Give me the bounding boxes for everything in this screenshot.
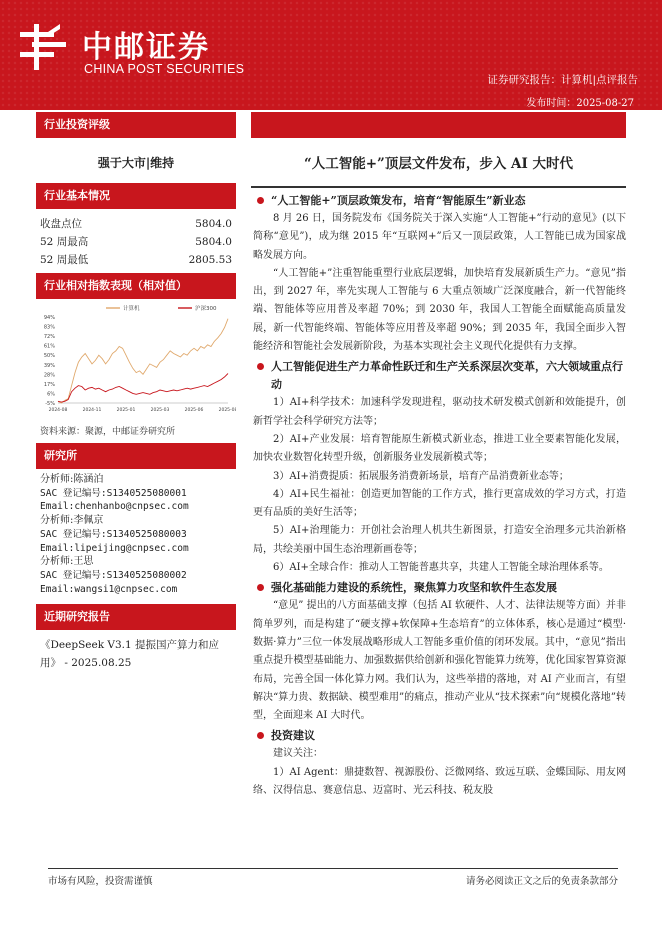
brand-name-en: CHINA POST SECURITIES (84, 62, 245, 76)
performance-section-title: 行业相对指数表现（相对值） (36, 273, 236, 299)
section-heading-text: 强化基础能力建设的系统性，聚焦算力攻坚和软件生态发展 (271, 581, 557, 595)
y-tick-label: 28% (43, 372, 55, 379)
analyst-email[interactable]: Email:wangsi1@cnpsec.com (40, 583, 178, 595)
paragraph: “人工智能+”注重智能重塑行业底层逻辑，加快培育发展新质生产力。“意见”指出，到 2027 年，率先实现人工智能与 6 大重点领域广泛深度融合，新一代智能终端、智能体等应用普及率超 70%；到 2030 年，我国人工智能全面赋能高质量发展，新一代智能终端、智能体等应用普及率超 90%；到 2035 年，我国全面步入智能经济和智能社会发展新阶段，为基本实现社会主义现代化提供有力支撑。 (253, 267, 626, 353)
x-tick-label: 2024-08 (48, 408, 68, 413)
section-heading-text: “人工智能+”顶层政策发布，培育“智能原生”新业态 (271, 194, 526, 207)
analyst-email[interactable]: Email:chenhanbo@cnpsec.com (40, 501, 189, 513)
recent-report-link[interactable]: 《DeepSeek V3.1 提振国产算力和应用》 - 2025.08.25 (40, 639, 220, 670)
footer-disclaimer: 请务必阅读正文之后的免责条款部分 (465, 876, 618, 887)
section-heading (251, 192, 626, 210)
publish-date: 发布时间：2025-08-27 (526, 98, 634, 109)
y-tick-label: 72% (43, 334, 55, 341)
x-tick-label: 2025-03 (150, 408, 170, 413)
series-line (58, 319, 228, 403)
bullet-icon (257, 363, 264, 370)
main-content (251, 112, 626, 800)
y-tick-label: 50% (43, 353, 55, 360)
basics-label: 收盘点位 (40, 218, 82, 230)
sidebar (36, 112, 236, 678)
page-footer (48, 868, 618, 887)
y-tick-label: 83% (43, 324, 55, 331)
analyst-line: SAC 登记编号:S1340525080003 (40, 528, 187, 540)
x-tick-label: 2024-11 (82, 408, 102, 413)
basics-label: 52 周最低 (40, 254, 89, 266)
report-header (0, 0, 662, 110)
section-heading (251, 358, 626, 394)
analyst-line: SAC 登记编号:S1340525080002 (40, 569, 187, 581)
research-section-title: 研究所 (36, 443, 236, 469)
section-heading-text: 投资建议 (271, 729, 315, 743)
paragraph: 建议关注： (273, 748, 323, 760)
x-tick-label: 2025-06 (184, 408, 204, 413)
y-tick-label: 39% (43, 362, 55, 369)
legend-label: 计算机 (123, 306, 140, 312)
y-tick-label: 94% (43, 315, 55, 321)
basics-row (36, 233, 236, 251)
list-item: 4）AI+民生福祉：创造更加智能的工作方式，推行更富成效的学习方式，打造更有品质的美好生活等； (253, 488, 626, 519)
analyst-line: SAC 登记编号:S1340525080001 (40, 487, 187, 499)
analyst-line: 分析师:王思 (40, 556, 94, 568)
basics-row (36, 251, 236, 269)
list-item: 2）AI+产业发展：培育智能原生新模式新业态，推进工业全要素智能化发展，加快农业数智化转型升级，创新服务业发展新模式等； (253, 433, 626, 464)
section-heading (251, 727, 626, 745)
list-item: 6）AI+全球合作：推动人工智能普惠共享，共建人工智能全球治理体系等。 (273, 562, 609, 574)
section-heading (251, 579, 626, 597)
paragraph: 8 月 26 日，国务院发布《国务院关于深入实施“人工智能+”行动的意见》(以下简称“意见”)，成为继 2015 年“互联网+”后又一顶层政策，人工智能已成为国家战略发展方向。 (253, 213, 626, 261)
bullet-icon (257, 584, 264, 591)
bullet-icon (257, 197, 264, 204)
y-tick-label: -5% (45, 401, 55, 407)
basics-label: 52 周最高 (40, 236, 89, 248)
basics-value: 5804.0 (195, 218, 232, 230)
y-tick-label: 17% (43, 381, 55, 388)
analyst-line: 分析师:陈涵泊 (40, 474, 104, 485)
list-item: 5）AI+治理能力：开创社会治理人机共生新图景，打造安全治理多元共治新格局，共绘美丽中国生态治理新画卷等； (253, 525, 626, 555)
title-bar (251, 112, 626, 138)
x-tick-label: 2025-01 (116, 408, 136, 413)
x-tick-label: 2025-08 (218, 408, 236, 413)
footer-risk-note: 市场有风险，投资需谨慎 (48, 876, 153, 887)
chart-source: 资料来源：聚源，中邮证券研究所 (40, 427, 176, 437)
report-title: “人工智能+”顶层文件发布，步入 AI 大时代 (303, 156, 574, 172)
y-tick-label: 6% (47, 391, 55, 398)
rating-section-title: 行业投资评级 (36, 112, 236, 138)
list-item: 1）AI+科学技术：加速科学发现进程，驱动技术研发模式创新和效能提升，创新哲学社会科学研究方法等； (253, 397, 626, 427)
analyst-block (36, 469, 236, 596)
analyst-line: 分析师:李佩京 (40, 515, 104, 527)
y-tick-label: 61% (43, 343, 55, 350)
china-post-logo-icon (20, 24, 66, 70)
basics-value: 2805.53 (188, 254, 232, 266)
relative-index-chart-svg (36, 303, 236, 418)
series-line (58, 374, 228, 403)
paragraph: 1）AI Agent：鼎捷数智、视源股份、泛微网络、致远互联、金蝶国际、用友网络、汉得信息、赛意信息、迈富时、光云科技、税友股 (253, 766, 626, 797)
section-heading-text: 人工智能促进生产力革命性跃迁和生产关系深层次变革，六大领域重点行动 (271, 360, 623, 392)
legend-label: 沪深300 (195, 306, 217, 312)
report-type: 证券研究报告：计算机|点评报告 (487, 74, 638, 86)
basics-row (36, 215, 236, 233)
bullet-icon (257, 732, 264, 739)
recent-section-title: 近期研究报告 (36, 604, 236, 630)
analyst-email[interactable]: Email:lipeijing@cnpsec.com (40, 542, 189, 554)
relative-index-chart (36, 303, 236, 418)
basics-value: 5804.0 (195, 236, 232, 248)
basics-section-title: 行业基本情况 (36, 183, 236, 209)
brand-name-cn: 中邮证券 (82, 30, 210, 65)
paragraph: “意见” 提出的八方面基础支撑（包括 AI 软硬件、人才、法律法规等方面）并非简单罗列，而是构建了“硬支撑+软保障+生态培育”的立体体系，核心是通过“模型·数据·算力”三位一体发展战略形成人工智能多重价值的闭环发展。其中，“意见”指出重点提升模型基础能力、加强数据供给创新和强化智能算力统筹，优化国家智算资源布局，完善全国一体化算力网。我们认为，这些举措的落地，对 AI 产业而言，有望解决“算力贵、数据缺、模型难用”的痛点，推动产业从“技术探索”向“规模化落地”转型，全面迎来 AI 大时代。 (253, 600, 626, 722)
industry-rating: 强于大市|维持 (97, 156, 175, 170)
list-item: 3）AI+消费提质：拓展服务消费新场景，培育产品消费新业态等； (273, 470, 569, 482)
